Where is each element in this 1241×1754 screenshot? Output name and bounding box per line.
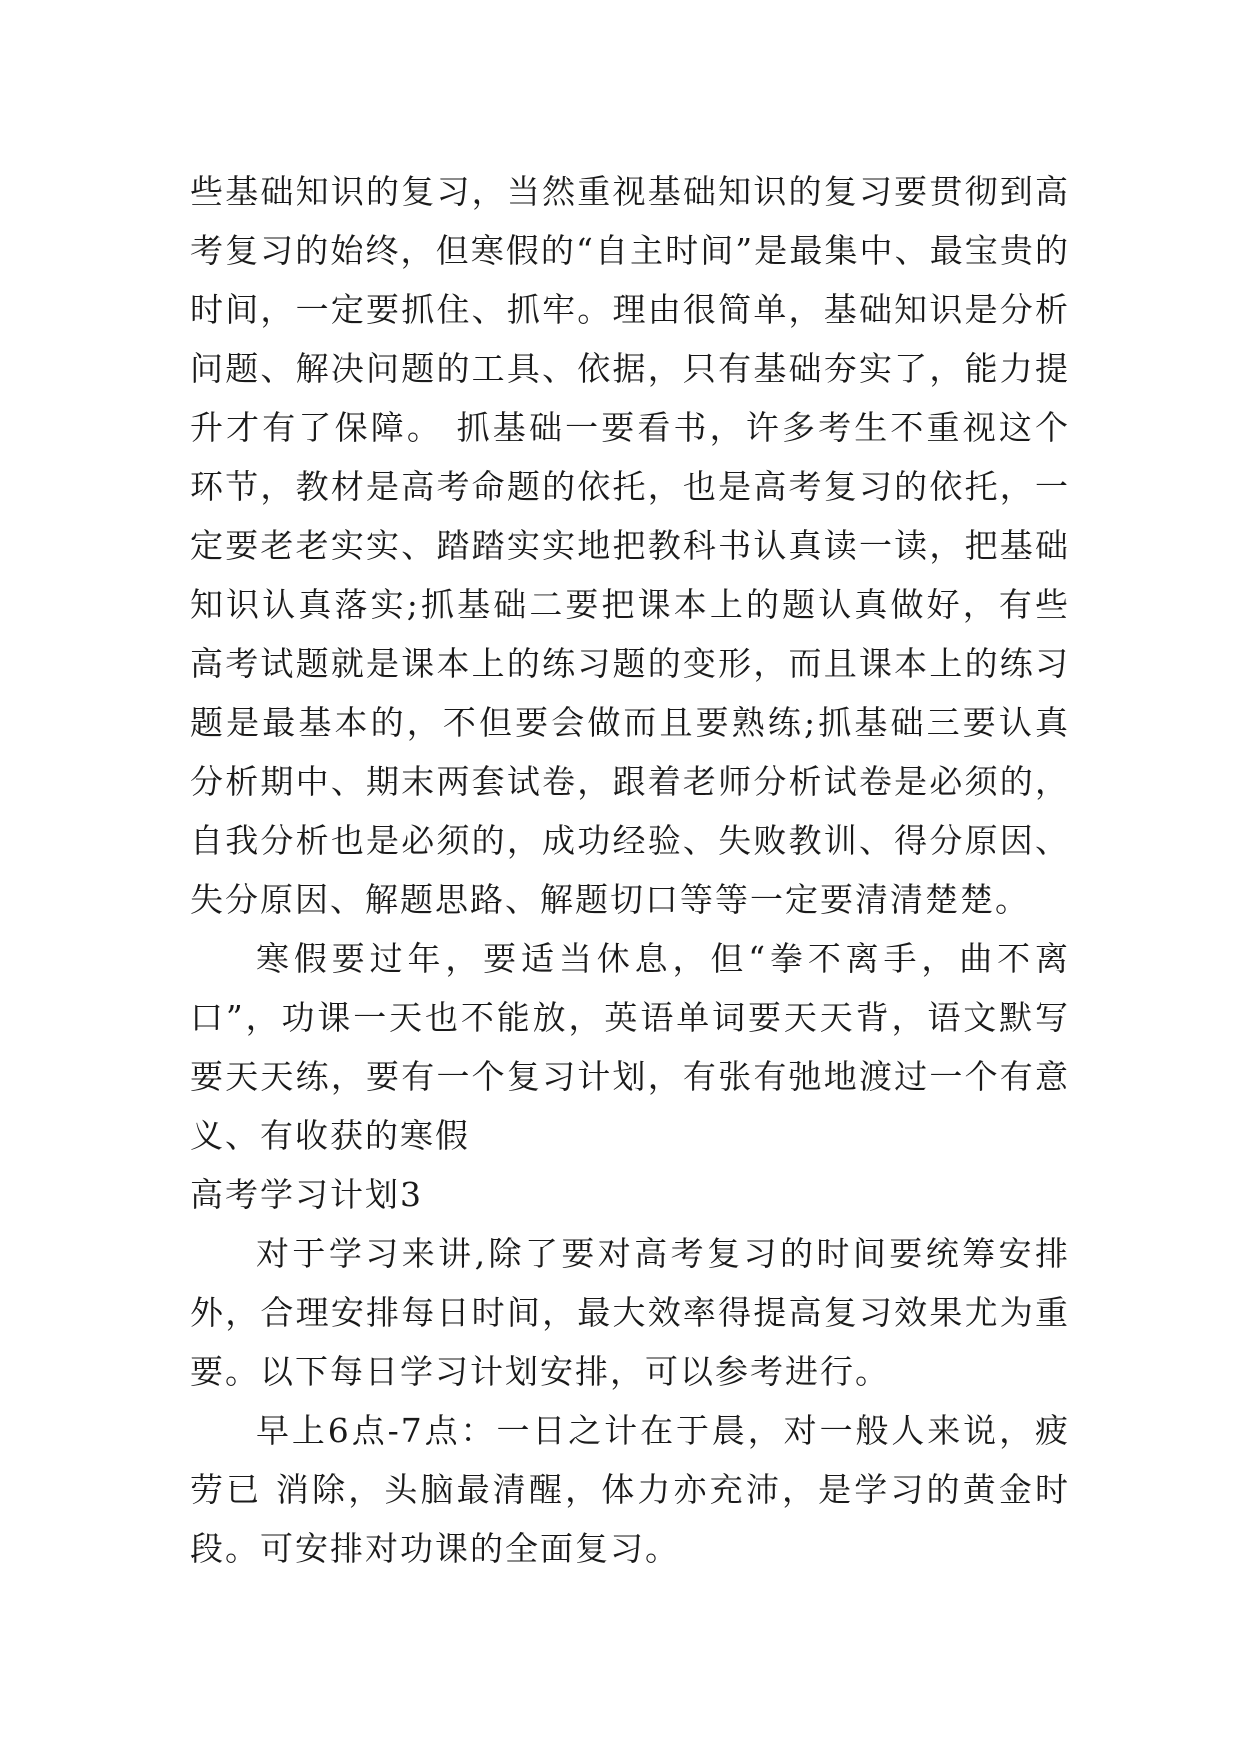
paragraph-basics-review: 些基础知识的复习，当然重视基础知识的复习要贯彻到高考复习的始终，但寒假的“自主时间”是最集中、最宝贵的时间，一定要抓住、抓牢。理由很简单，基础知识是分析问题、解决问题的工具、依据，只有基础夯实了，能力提升才有了保障。 抓基础一要看书，许多考生不重视这个环节，教材是高考命题的依托，也是高考复习的依托，一定要老老实实、踏踏实实地把教科书认真读一读，把基础知识认真落实;抓基础二要把课本上的题认真做好，有些高考试题就是课本上的练习题的变形，而且课本上的练习题是最基本的，不但要会做而且要熟练;抓基础三要认真分析期中、期末两套试卷，跟着老师分析试卷是必须的，自我分析也是必须的，成功经验、失败教训、得分原因、失分原因、解题思路、解题切口等等一定要清清楚楚。 [190, 172, 1070, 919]
paragraph-daily-plan-intro: 对于学习来讲,除了要对高考复习的时间要统筹安排外，合理安排每日时间，最大效率得提高复习效果尤为重要。以下每日学习计划安排，可以参考进行。 [190, 1234, 1070, 1391]
paragraph-morning-schedule: 早上6点-7点：一日之计在于晨，对一般人来说，疲劳已 消除，头脑最清醒，体力亦充沛，是学习的黄金时段。可安排对功课的全面复习。 [190, 1411, 1070, 1568]
section-heading-plan-3: 高考学习计划3 [190, 1175, 423, 1214]
document-body [190, 162, 1070, 1578]
paragraph-winter-break: 寒假要过年，要适当休息，但“拳不离手，曲不离口”，功课一天也不能放，英语单词要天天背，语文默写要天天练，要有一个复习计划，有张有弛地渡过一个有意义、有收获的寒假 [190, 939, 1070, 1155]
